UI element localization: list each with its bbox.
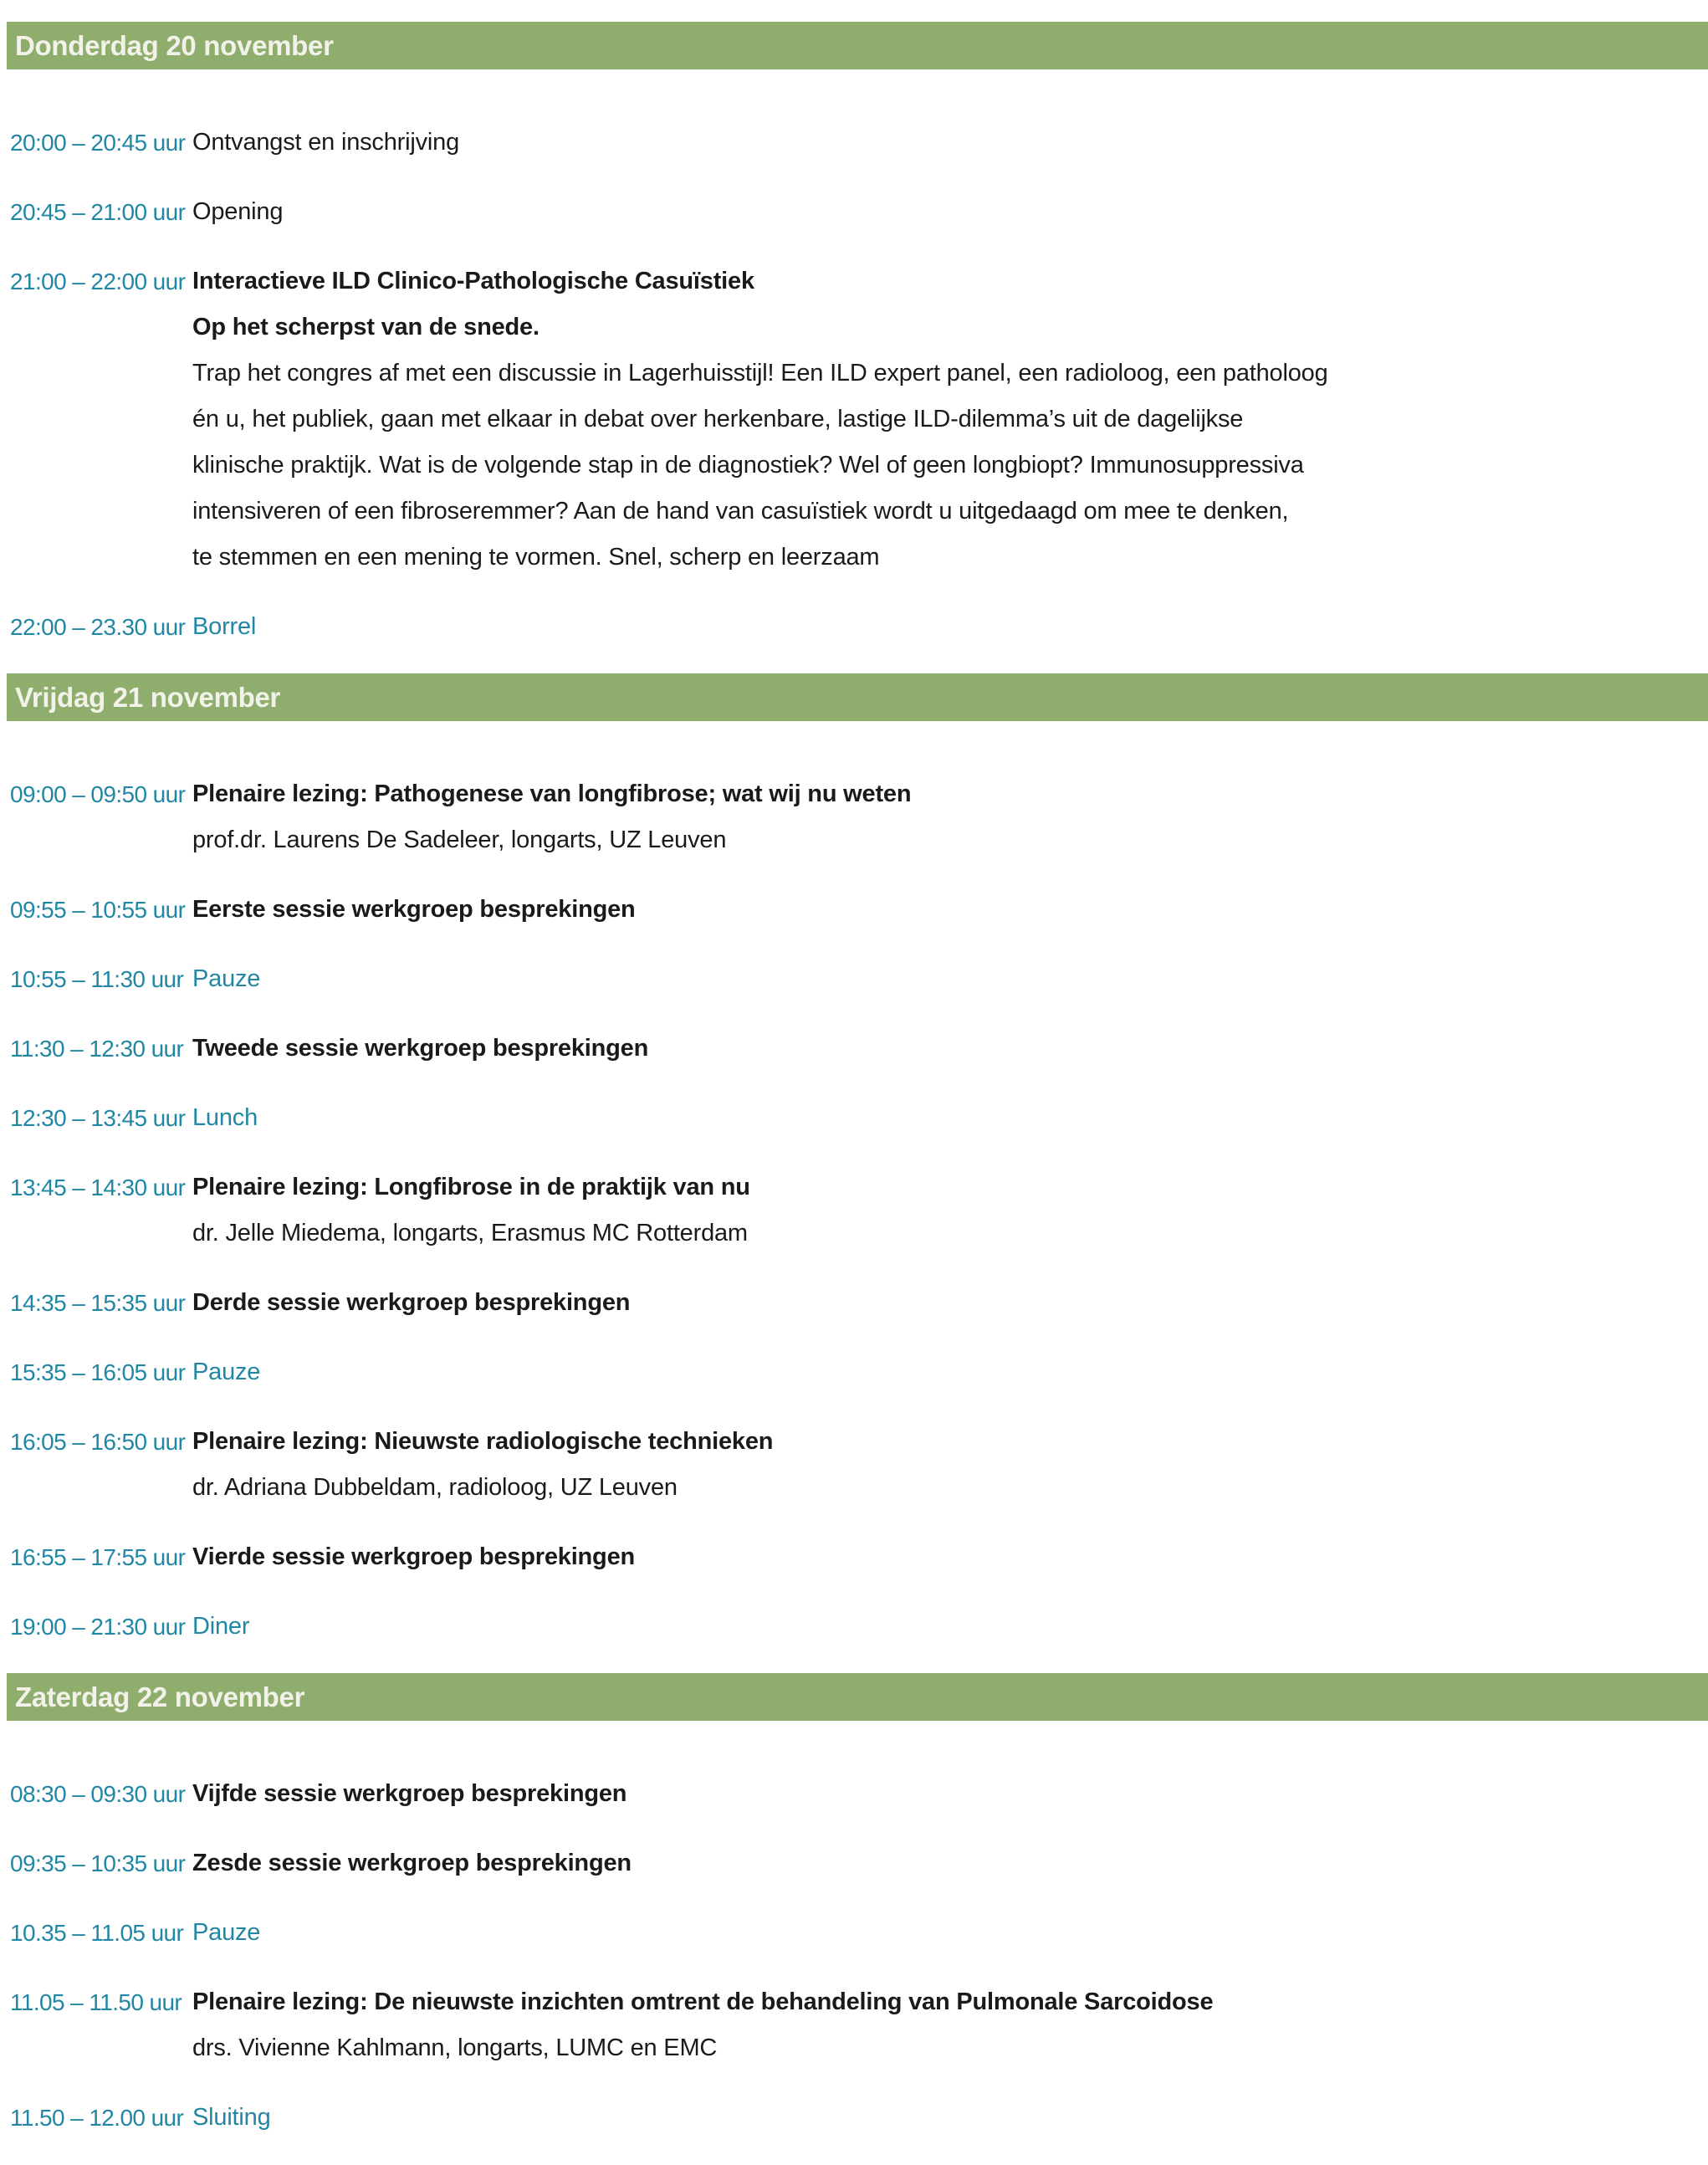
session-content: [192, 1910, 1708, 1956]
session-content: [192, 1349, 1708, 1395]
schedule-row: [7, 258, 1708, 581]
time-label: 21:00 – 22:00 uur: [10, 269, 186, 294]
time-label: 11:30 – 12:30 uur: [10, 1036, 184, 1062]
session-title: Plenaire lezing: Pathogenese van longfibrose; wat wij nu weten: [192, 781, 912, 807]
break-label: Pauze: [192, 1919, 261, 1946]
day-header: Vrijdag 21 november: [7, 673, 1708, 721]
session-content: [192, 258, 1708, 581]
time-label: 14:35 – 15:35 uur: [10, 1290, 186, 1316]
session-detail: Ontvangst en inschrijving: [192, 129, 459, 156]
session-detail: én u, het publiek, gaan met elkaar in debat over herkenbare, lastige ILD-dilemma’s uit de dagelijkse: [192, 406, 1244, 432]
session-content: [192, 1164, 1708, 1257]
session-content: [192, 1419, 1708, 1511]
session-content: [192, 1840, 1708, 1886]
session-title: Zesde sessie werkgroep besprekingen: [192, 1850, 632, 1876]
time-label: 16:05 – 16:50 uur: [10, 1429, 186, 1455]
time-label: 19:00 – 21:30 uur: [10, 1614, 186, 1640]
break-label: Borrel: [192, 613, 257, 640]
schedule-row: [7, 1840, 1708, 1886]
time-label: 20:00 – 20:45 uur: [10, 130, 186, 156]
schedule-row: [7, 1534, 1708, 1580]
session-title: Vierde sessie werkgroep besprekingen: [192, 1543, 636, 1570]
session-title: Plenaire lezing: Nieuwste radiologische technieken: [192, 1428, 774, 1455]
time-label: 10:55 – 11:30 uur: [10, 966, 184, 992]
session-detail: klinische praktijk. Wat is de volgende stap in de diagnostiek? Wel of geen longbiopt? Immunosuppressiva: [192, 452, 1304, 479]
session-detail: prof.dr. Laurens De Sadeleer, longarts, UZ Leuven: [192, 827, 727, 853]
time-label: 09:35 – 10:35 uur: [10, 1850, 186, 1876]
schedule-row: [7, 1280, 1708, 1326]
schedule-row: [7, 1164, 1708, 1257]
schedule-row: [7, 1026, 1708, 1072]
session-title: Op het scherpst van de snede.: [192, 314, 540, 340]
session-detail: intensiveren of een fibroseremmer? Aan de hand van casuïstiek wordt u uitgedaagd om mee te denken,: [192, 498, 1289, 525]
schedule-row: [7, 1771, 1708, 1817]
session-content: [192, 1979, 1708, 2071]
session-detail: dr. Jelle Miedema, longarts, Erasmus MC Rotterdam: [192, 1220, 748, 1246]
session-content: [192, 771, 1708, 863]
session-content: [192, 2095, 1708, 2141]
session-title: Eerste sessie werkgroep besprekingen: [192, 896, 636, 923]
session-title: Plenaire lezing: De nieuwste inzichten omtrent de behandeling van Pulmonale Sarcoidose: [192, 1988, 1214, 2015]
schedule-row: [7, 1095, 1708, 1141]
schedule-row: [7, 771, 1708, 863]
break-label: Lunch: [192, 1104, 258, 1131]
session-title: Derde sessie werkgroep besprekingen: [192, 1289, 631, 1316]
session-title: Vijfde sessie werkgroep besprekingen: [192, 1780, 627, 1807]
schedule-row: [7, 956, 1708, 1002]
schedule-row: [7, 189, 1708, 235]
session-content: [192, 604, 1708, 650]
session-content: [192, 189, 1708, 235]
session-content: [192, 1280, 1708, 1326]
session-content: [192, 956, 1708, 1002]
time-label: 16:55 – 17:55 uur: [10, 1544, 186, 1570]
time-label: 08:30 – 09:30 uur: [10, 1781, 186, 1807]
schedule-row: [7, 2095, 1708, 2141]
time-label: 20:45 – 21:00 uur: [10, 199, 186, 225]
time-label: 22:00 – 23.30 uur: [10, 614, 186, 640]
session-content: [192, 120, 1708, 166]
schedule-row: [7, 120, 1708, 166]
time-label: 10.35 – 11.05 uur: [10, 1920, 184, 1946]
session-content: [192, 1604, 1708, 1650]
session-content: [192, 1026, 1708, 1072]
time-label: 13:45 – 14:30 uur: [10, 1175, 186, 1200]
session-title: Tweede sessie werkgroep besprekingen: [192, 1035, 649, 1062]
session-detail: drs. Vivienne Kahlmann, longarts, LUMC en EMC: [192, 2034, 718, 2061]
schedule-row: [7, 604, 1708, 650]
session-detail: te stemmen en een mening te vormen. Snel, scherp en leerzaam: [192, 544, 880, 571]
session-title: Interactieve ILD Clinico-Pathologische Casuïstiek: [192, 268, 754, 294]
schedule-row: [7, 1349, 1708, 1395]
day-header: Zaterdag 22 november: [7, 1673, 1708, 1721]
schedule-row: [7, 1979, 1708, 2071]
session-content: [192, 1534, 1708, 1580]
time-label: 09:00 – 09:50 uur: [10, 781, 186, 807]
session-content: [192, 1095, 1708, 1141]
time-label: 15:35 – 16:05 uur: [10, 1359, 186, 1385]
schedule-row: [7, 1910, 1708, 1956]
break-label: Pauze: [192, 965, 261, 992]
time-label: 12:30 – 13:45 uur: [10, 1105, 186, 1131]
session-content: [192, 887, 1708, 933]
schedule-row: [7, 1604, 1708, 1650]
session-detail: dr. Adriana Dubbeldam, radioloog, UZ Leuven: [192, 1474, 678, 1501]
schedule-row: [7, 1419, 1708, 1511]
schedule-row: [7, 887, 1708, 933]
break-label: Pauze: [192, 1359, 261, 1385]
break-label: Sluiting: [192, 2104, 271, 2131]
session-title: Plenaire lezing: Longfibrose in de praktijk van nu: [192, 1174, 750, 1200]
time-label: 11.50 – 12.00 uur: [10, 2105, 184, 2131]
session-detail: Opening: [192, 198, 284, 225]
session-content: [192, 1771, 1708, 1817]
time-label: 11.05 – 11.50 uur: [10, 1989, 182, 2015]
day-header: Donderdag 20 november: [7, 22, 1708, 69]
session-detail: Trap het congres af met een discussie in Lagerhuisstijl! Een ILD expert panel, een radioloog, een patholoog: [192, 360, 1328, 386]
break-label: Diner: [192, 1613, 250, 1640]
time-label: 09:55 – 10:55 uur: [10, 897, 186, 923]
